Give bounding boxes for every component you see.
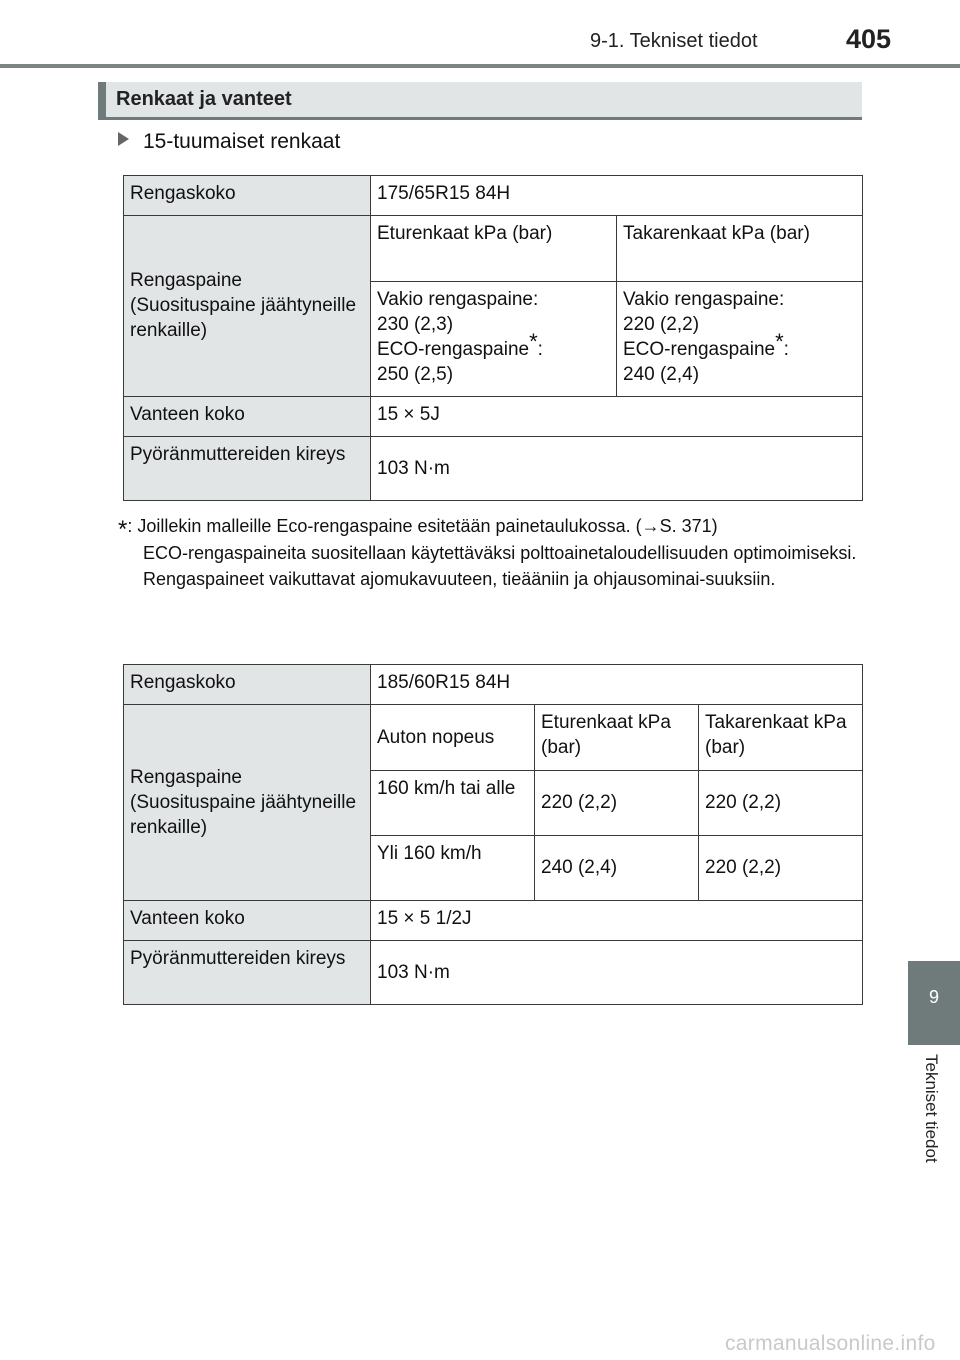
footnote-line-1 bbox=[118, 512, 858, 543]
front-standard-value: 230 (2,3) bbox=[377, 314, 454, 335]
chapter-side-tab bbox=[908, 961, 960, 1045]
front-pressure-cell: 220 (2,2) bbox=[535, 771, 699, 836]
subheading bbox=[118, 130, 340, 154]
chapter-number: 9 bbox=[928, 987, 939, 1007]
table-row bbox=[124, 941, 863, 1005]
watermark: carmanualsonline.info bbox=[725, 1332, 936, 1355]
front-eco-value: 250 (2,5) bbox=[377, 364, 454, 385]
table-row bbox=[124, 437, 863, 501]
chapter-header-title: 9-1. Tekniset tiedot bbox=[590, 30, 758, 52]
table-row bbox=[124, 216, 863, 282]
table-row bbox=[124, 397, 863, 437]
rear-standard-value: 220 (2,2) bbox=[623, 314, 700, 335]
pressure-label: Rengaspaine (Suosituspaine jäähtyneille renkaille) bbox=[124, 216, 371, 397]
torque-value: 103 N·m bbox=[371, 437, 863, 501]
front-standard-label: Vakio rengaspaine: bbox=[377, 289, 539, 310]
footnote-star: * bbox=[775, 329, 784, 354]
table-row bbox=[124, 901, 863, 941]
footnote-line-3: Rengaspaineet vaikuttavat ajomukavuuteen, tieääniin ja ohjausominai-suuksiin. bbox=[143, 569, 776, 589]
torque-label: Pyöränmuttereiden kireys bbox=[124, 941, 371, 1005]
rear-eco-colon: : bbox=[783, 339, 789, 360]
footnote-text-1: : Joillekin malleille Eco-rengaspaine esitetään painetaulukossa. (→S. 371) bbox=[127, 516, 718, 536]
torque-value: 103 N·m bbox=[371, 941, 863, 1005]
front-eco-line bbox=[377, 329, 610, 362]
section-title: Renkaat ja vanteet bbox=[116, 88, 292, 110]
rear-pressure-cell bbox=[617, 282, 863, 397]
pressure-label: Rengaspaine (Suosituspaine jäähtyneille renkaille) bbox=[124, 705, 371, 901]
rear-tires-header: Takarenkaat kPa (bar) bbox=[617, 216, 863, 282]
tire-spec-table-15in-175 bbox=[123, 175, 863, 501]
tire-spec-table-15in-185 bbox=[123, 664, 863, 1005]
rear-eco-line bbox=[623, 329, 856, 362]
speed-cell: 160 km/h tai alle bbox=[371, 771, 535, 836]
rear-tires-header: Takarenkaat kPa (bar) bbox=[699, 705, 863, 771]
rear-eco-label: ECO-rengaspaine bbox=[623, 339, 776, 360]
chapter-side-label: Tekniset tiedot bbox=[922, 1054, 941, 1163]
front-pressure-cell bbox=[371, 282, 617, 397]
rear-pressure-cell: 220 (2,2) bbox=[699, 771, 863, 836]
rim-size-label: Vanteen koko bbox=[124, 901, 371, 941]
torque-label: Pyöränmuttereiden kireys bbox=[124, 437, 371, 501]
vehicle-speed-header: Auton nopeus bbox=[371, 705, 535, 771]
section-accent bbox=[98, 82, 106, 117]
rim-size-value: 15 × 5J bbox=[371, 397, 863, 437]
footnote-star: * bbox=[529, 329, 538, 354]
table-row bbox=[124, 705, 863, 771]
rim-size-value: 15 × 5 1/2J bbox=[371, 901, 863, 941]
table-row bbox=[124, 665, 863, 705]
footnote bbox=[118, 512, 858, 593]
front-eco-label: ECO-rengaspaine bbox=[377, 339, 530, 360]
tire-size-value: 185/60R15 84H bbox=[371, 665, 863, 705]
footnote-star: * bbox=[118, 516, 128, 543]
footnote-line-2: ECO-rengaspaineita suositellaan käytettäväksi polttoainetaloudellisuuden optimoimiseksi. bbox=[143, 542, 857, 563]
table-row bbox=[124, 176, 863, 216]
front-eco-colon: : bbox=[537, 339, 543, 360]
rim-size-label: Vanteen koko bbox=[124, 397, 371, 437]
speed-cell: Yli 160 km/h bbox=[371, 836, 535, 901]
subheading-text: 15-tuumaiset renkaat bbox=[143, 130, 341, 153]
rear-pressure-cell: 220 (2,2) bbox=[699, 836, 863, 901]
tire-size-label: Rengaskoko bbox=[124, 665, 371, 705]
front-pressure-cell: 240 (2,4) bbox=[535, 836, 699, 901]
rear-standard-label: Vakio rengaspaine: bbox=[623, 289, 785, 310]
front-tires-header: Eturenkaat kPa (bar) bbox=[371, 216, 617, 282]
header-divider bbox=[0, 64, 960, 68]
section-title-bar bbox=[98, 82, 862, 120]
page-number: 405 bbox=[846, 24, 892, 54]
tire-size-value: 175/65R15 84H bbox=[371, 176, 863, 216]
front-tires-header: Eturenkaat kPa (bar) bbox=[535, 705, 699, 771]
triangle-bullet-icon bbox=[118, 132, 129, 146]
rear-eco-value: 240 (2,4) bbox=[623, 364, 700, 385]
tire-size-label: Rengaskoko bbox=[124, 176, 371, 216]
